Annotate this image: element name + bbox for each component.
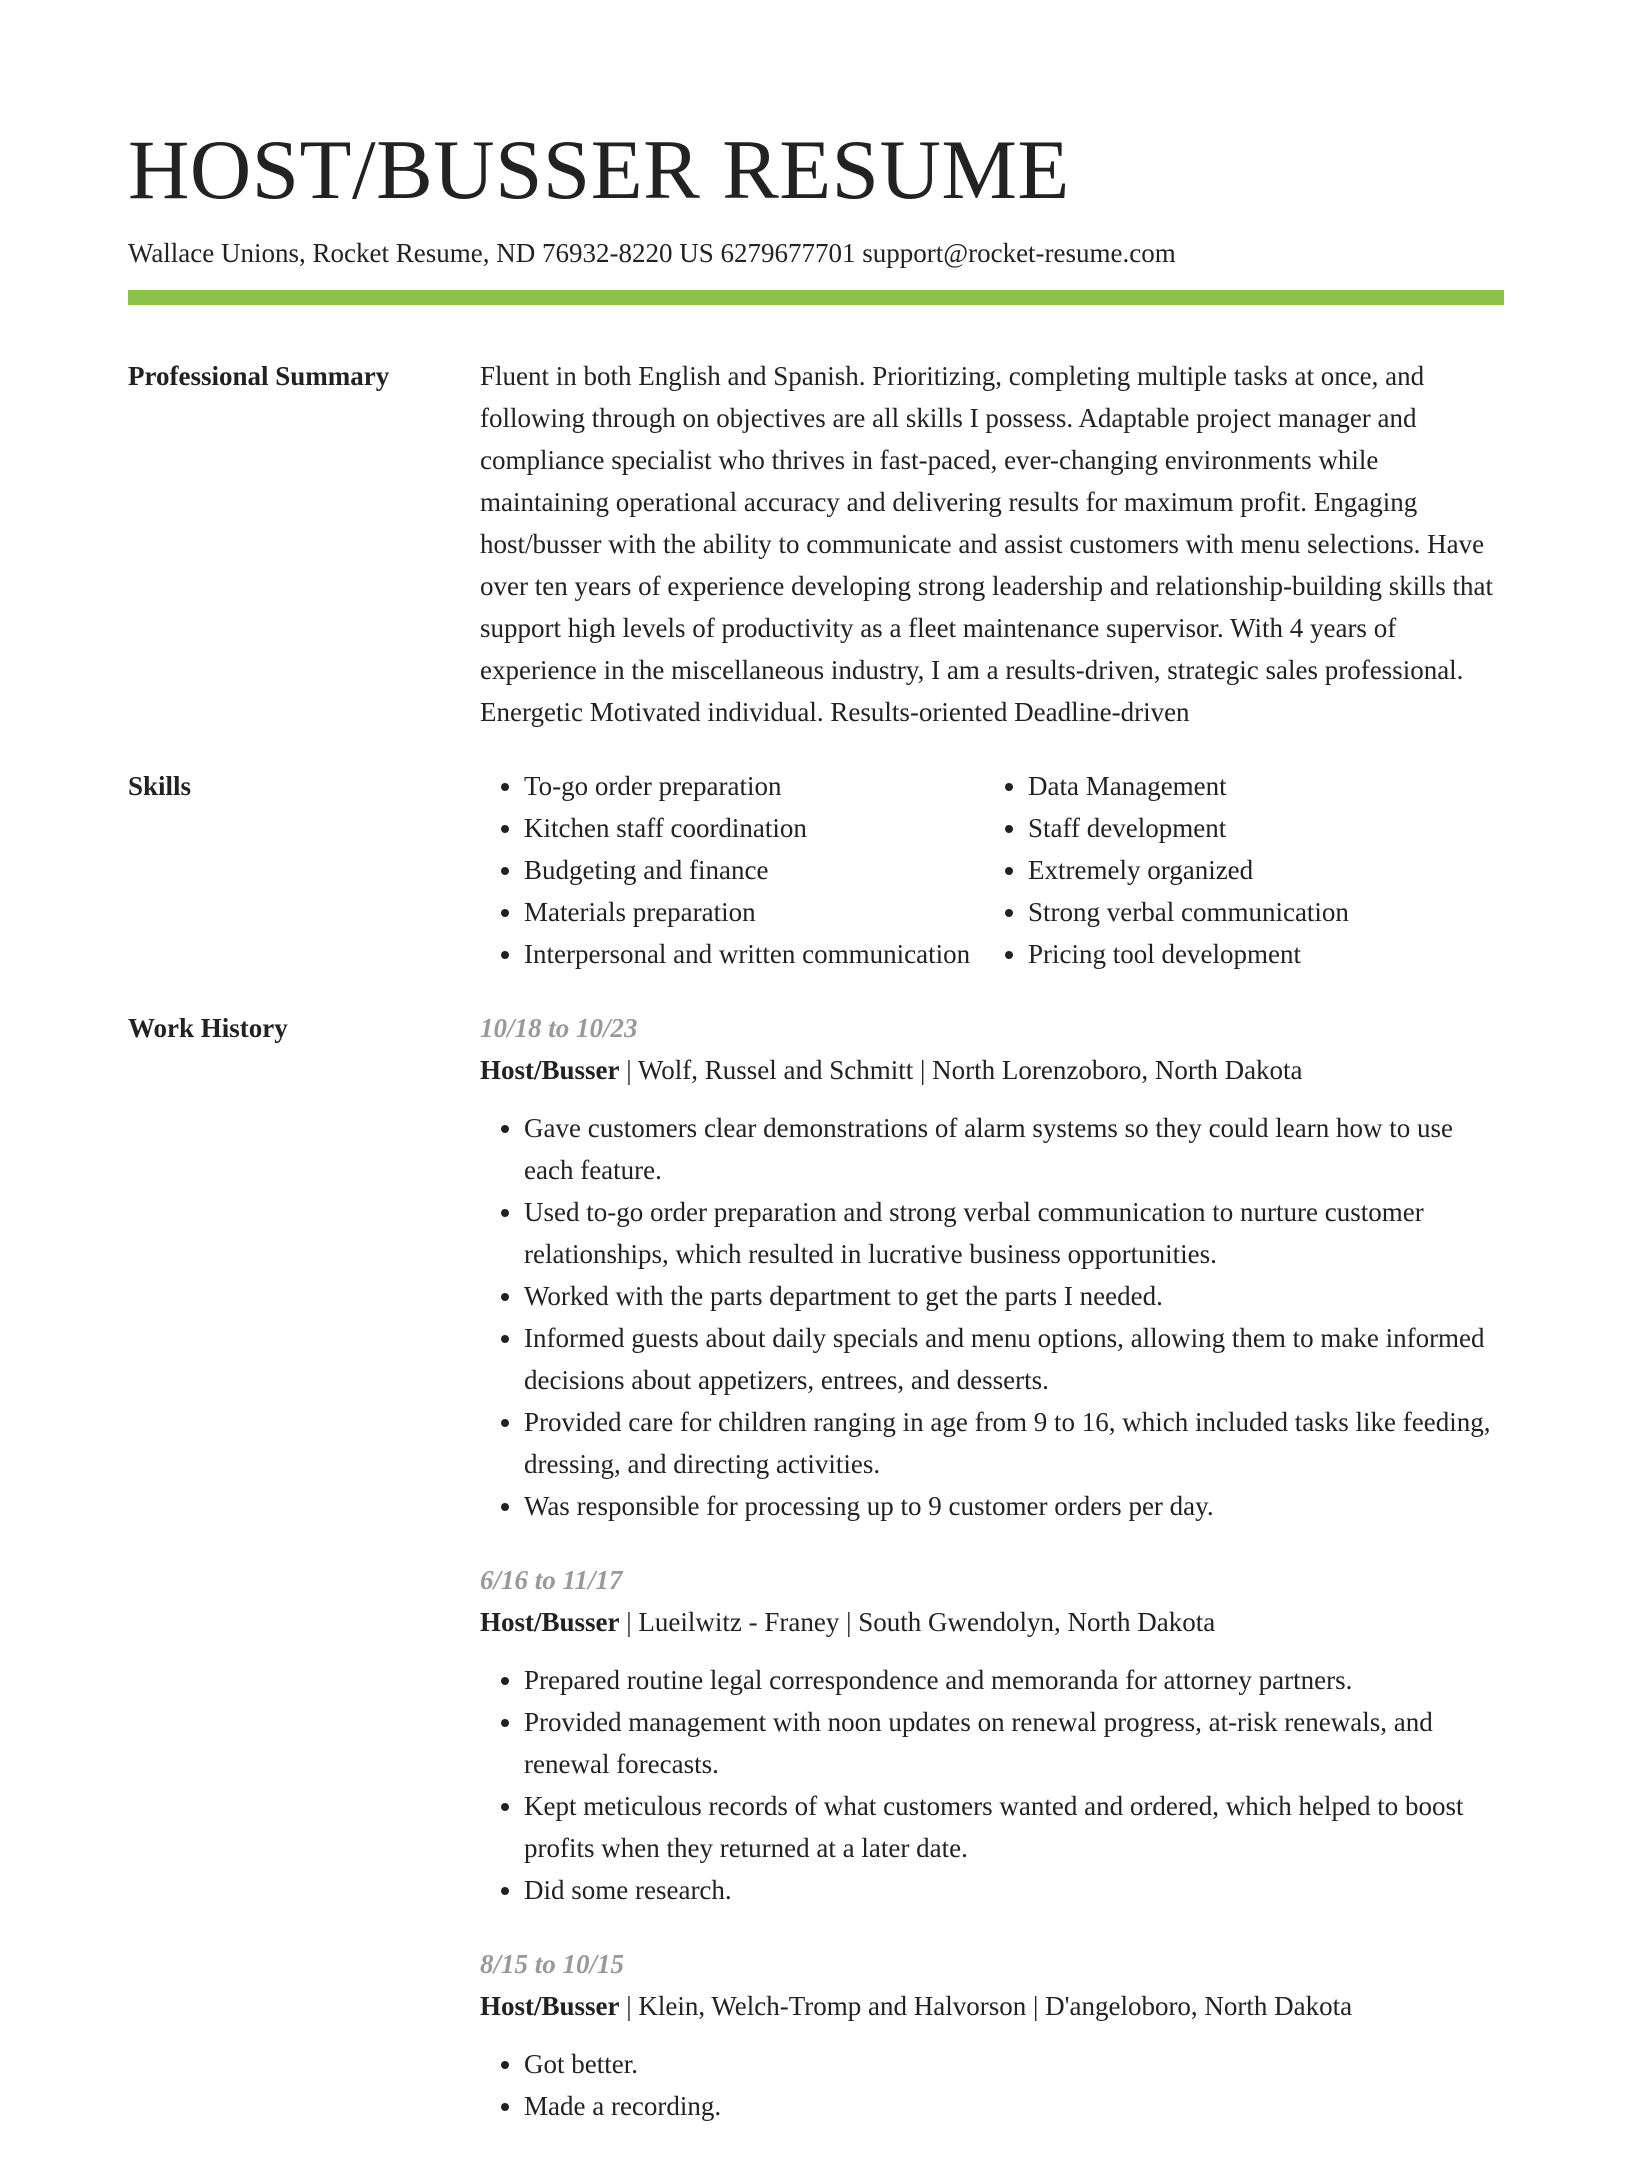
skills-heading: Skills bbox=[128, 771, 192, 801]
job-bullet: • Kept meticulous records of what customers wanted and ordered, which helped to boost profits when they returned at a later date. bbox=[524, 1785, 1504, 1869]
skill-item: • Budgeting and finance bbox=[524, 849, 984, 891]
job-bullets bbox=[480, 1659, 1504, 1911]
summary-heading: Professional Summary bbox=[128, 361, 390, 391]
summary-section bbox=[128, 355, 1504, 733]
job-bullet: • Worked with the parts department to get the parts I needed. bbox=[524, 1275, 1504, 1317]
job-title: Host/Busser bbox=[480, 1055, 620, 1085]
job-dates: 10/18 to 10/23 bbox=[480, 1013, 638, 1043]
skill-item: • To-go order preparation bbox=[524, 765, 984, 807]
job-header bbox=[480, 1985, 1504, 2027]
accent-divider bbox=[128, 290, 1504, 305]
job-header bbox=[480, 1049, 1504, 1091]
summary-text: Fluent in both English and Spanish. Prioritizing, completing multiple tasks at once, and following through on objectives are all skills I possess. Adaptable project manager and compliance specialist who thrives in fast-paced, ever-changing environments while maintaining operational accuracy and delivering results for maximum profit. Engaging host/busser with the ability to communicate and assist customers with menu selections. Have over ten years of experience developing strong leadership and relationship-building skills that support high levels of productivity as a fleet maintenance supervisor. With 4 years of experience in the miscellaneous industry, I am a results-driven, strategic sales professional. Energetic Motivated individual. Results-oriented Deadline-driven bbox=[480, 361, 1493, 727]
job-bullet: • Provided management with noon updates on renewal progress, at-risk renewals, and renewal forecasts. bbox=[524, 1701, 1504, 1785]
skills-section bbox=[128, 765, 1504, 975]
job-bullet: • Provided care for children ranging in age from 9 to 16, which included tasks like feeding, dressing, and directing activities. bbox=[524, 1401, 1504, 1485]
job-bullets bbox=[480, 2043, 1504, 2127]
skills-body bbox=[480, 765, 1504, 975]
skills-list-left bbox=[480, 765, 984, 975]
job-details: | Wolf, Russel and Schmitt | North Lorenzoboro, North Dakota bbox=[619, 1055, 1303, 1085]
job-dates: 6/16 to 11/17 bbox=[480, 1565, 623, 1595]
job-bullet: • Made a recording. bbox=[524, 2085, 1504, 2127]
job-bullet: • Informed guests about daily specials and menu options, allowing them to make informed decisions about appetizers, entrees, and desserts. bbox=[524, 1317, 1504, 1401]
job-bullet: • Prepared routine legal correspondence and memoranda for attorney partners. bbox=[524, 1659, 1504, 1701]
job-bullets bbox=[480, 1107, 1504, 1527]
job-title: Host/Busser bbox=[480, 1607, 620, 1637]
skill-item: • Staff development bbox=[1028, 807, 1488, 849]
job-dates: 8/15 to 10/15 bbox=[480, 1949, 625, 1979]
job-bullet: • Used to-go order preparation and strong verbal communication to nurture customer relationships, which resulted in lucrative business opportunities. bbox=[524, 1191, 1504, 1275]
job-entry bbox=[480, 1007, 1504, 1527]
skill-item: • Strong verbal communication bbox=[1028, 891, 1488, 933]
skill-item: • Interpersonal and written communication bbox=[524, 933, 984, 975]
skill-item: • Pricing tool development bbox=[1028, 933, 1488, 975]
skills-grid bbox=[480, 765, 1504, 975]
job-bullet: • Got better. bbox=[524, 2043, 1504, 2085]
job-header bbox=[480, 1601, 1504, 1643]
job-details: | Lueilwitz - Franey | South Gwendolyn, North Dakota bbox=[619, 1607, 1216, 1637]
job-bullet: • Gave customers clear demonstrations of alarm systems so they could learn how to use each feature. bbox=[524, 1107, 1504, 1191]
work-history-heading: Work History bbox=[128, 1013, 288, 1043]
job-bullet: • Was responsible for processing up to 9 customer orders per day. bbox=[524, 1485, 1504, 1527]
resume-title: HOST/BUSSER RESUME bbox=[128, 123, 1070, 217]
work-history-body bbox=[480, 1007, 1504, 2159]
summary-body bbox=[480, 355, 1504, 733]
skill-item: • Materials preparation bbox=[524, 891, 984, 933]
job-title: Host/Busser bbox=[480, 1991, 620, 2021]
skill-item: • Data Management bbox=[1028, 765, 1488, 807]
skills-list-right bbox=[984, 765, 1488, 975]
contact-line: Wallace Unions, Rocket Resume, ND 76932-8220 US 6279677701 support@rocket-resume.com bbox=[128, 238, 1176, 268]
job-details: | Klein, Welch-Tromp and Halvorson | D'angeloboro, North Dakota bbox=[619, 1991, 1353, 2021]
skill-item: • Kitchen staff coordination bbox=[524, 807, 984, 849]
job-entry bbox=[480, 1943, 1504, 2127]
skill-item: • Extremely organized bbox=[1028, 849, 1488, 891]
job-entry bbox=[480, 1559, 1504, 1911]
job-bullet: • Did some research. bbox=[524, 1869, 1504, 1911]
work-history-section bbox=[128, 1007, 1504, 2159]
